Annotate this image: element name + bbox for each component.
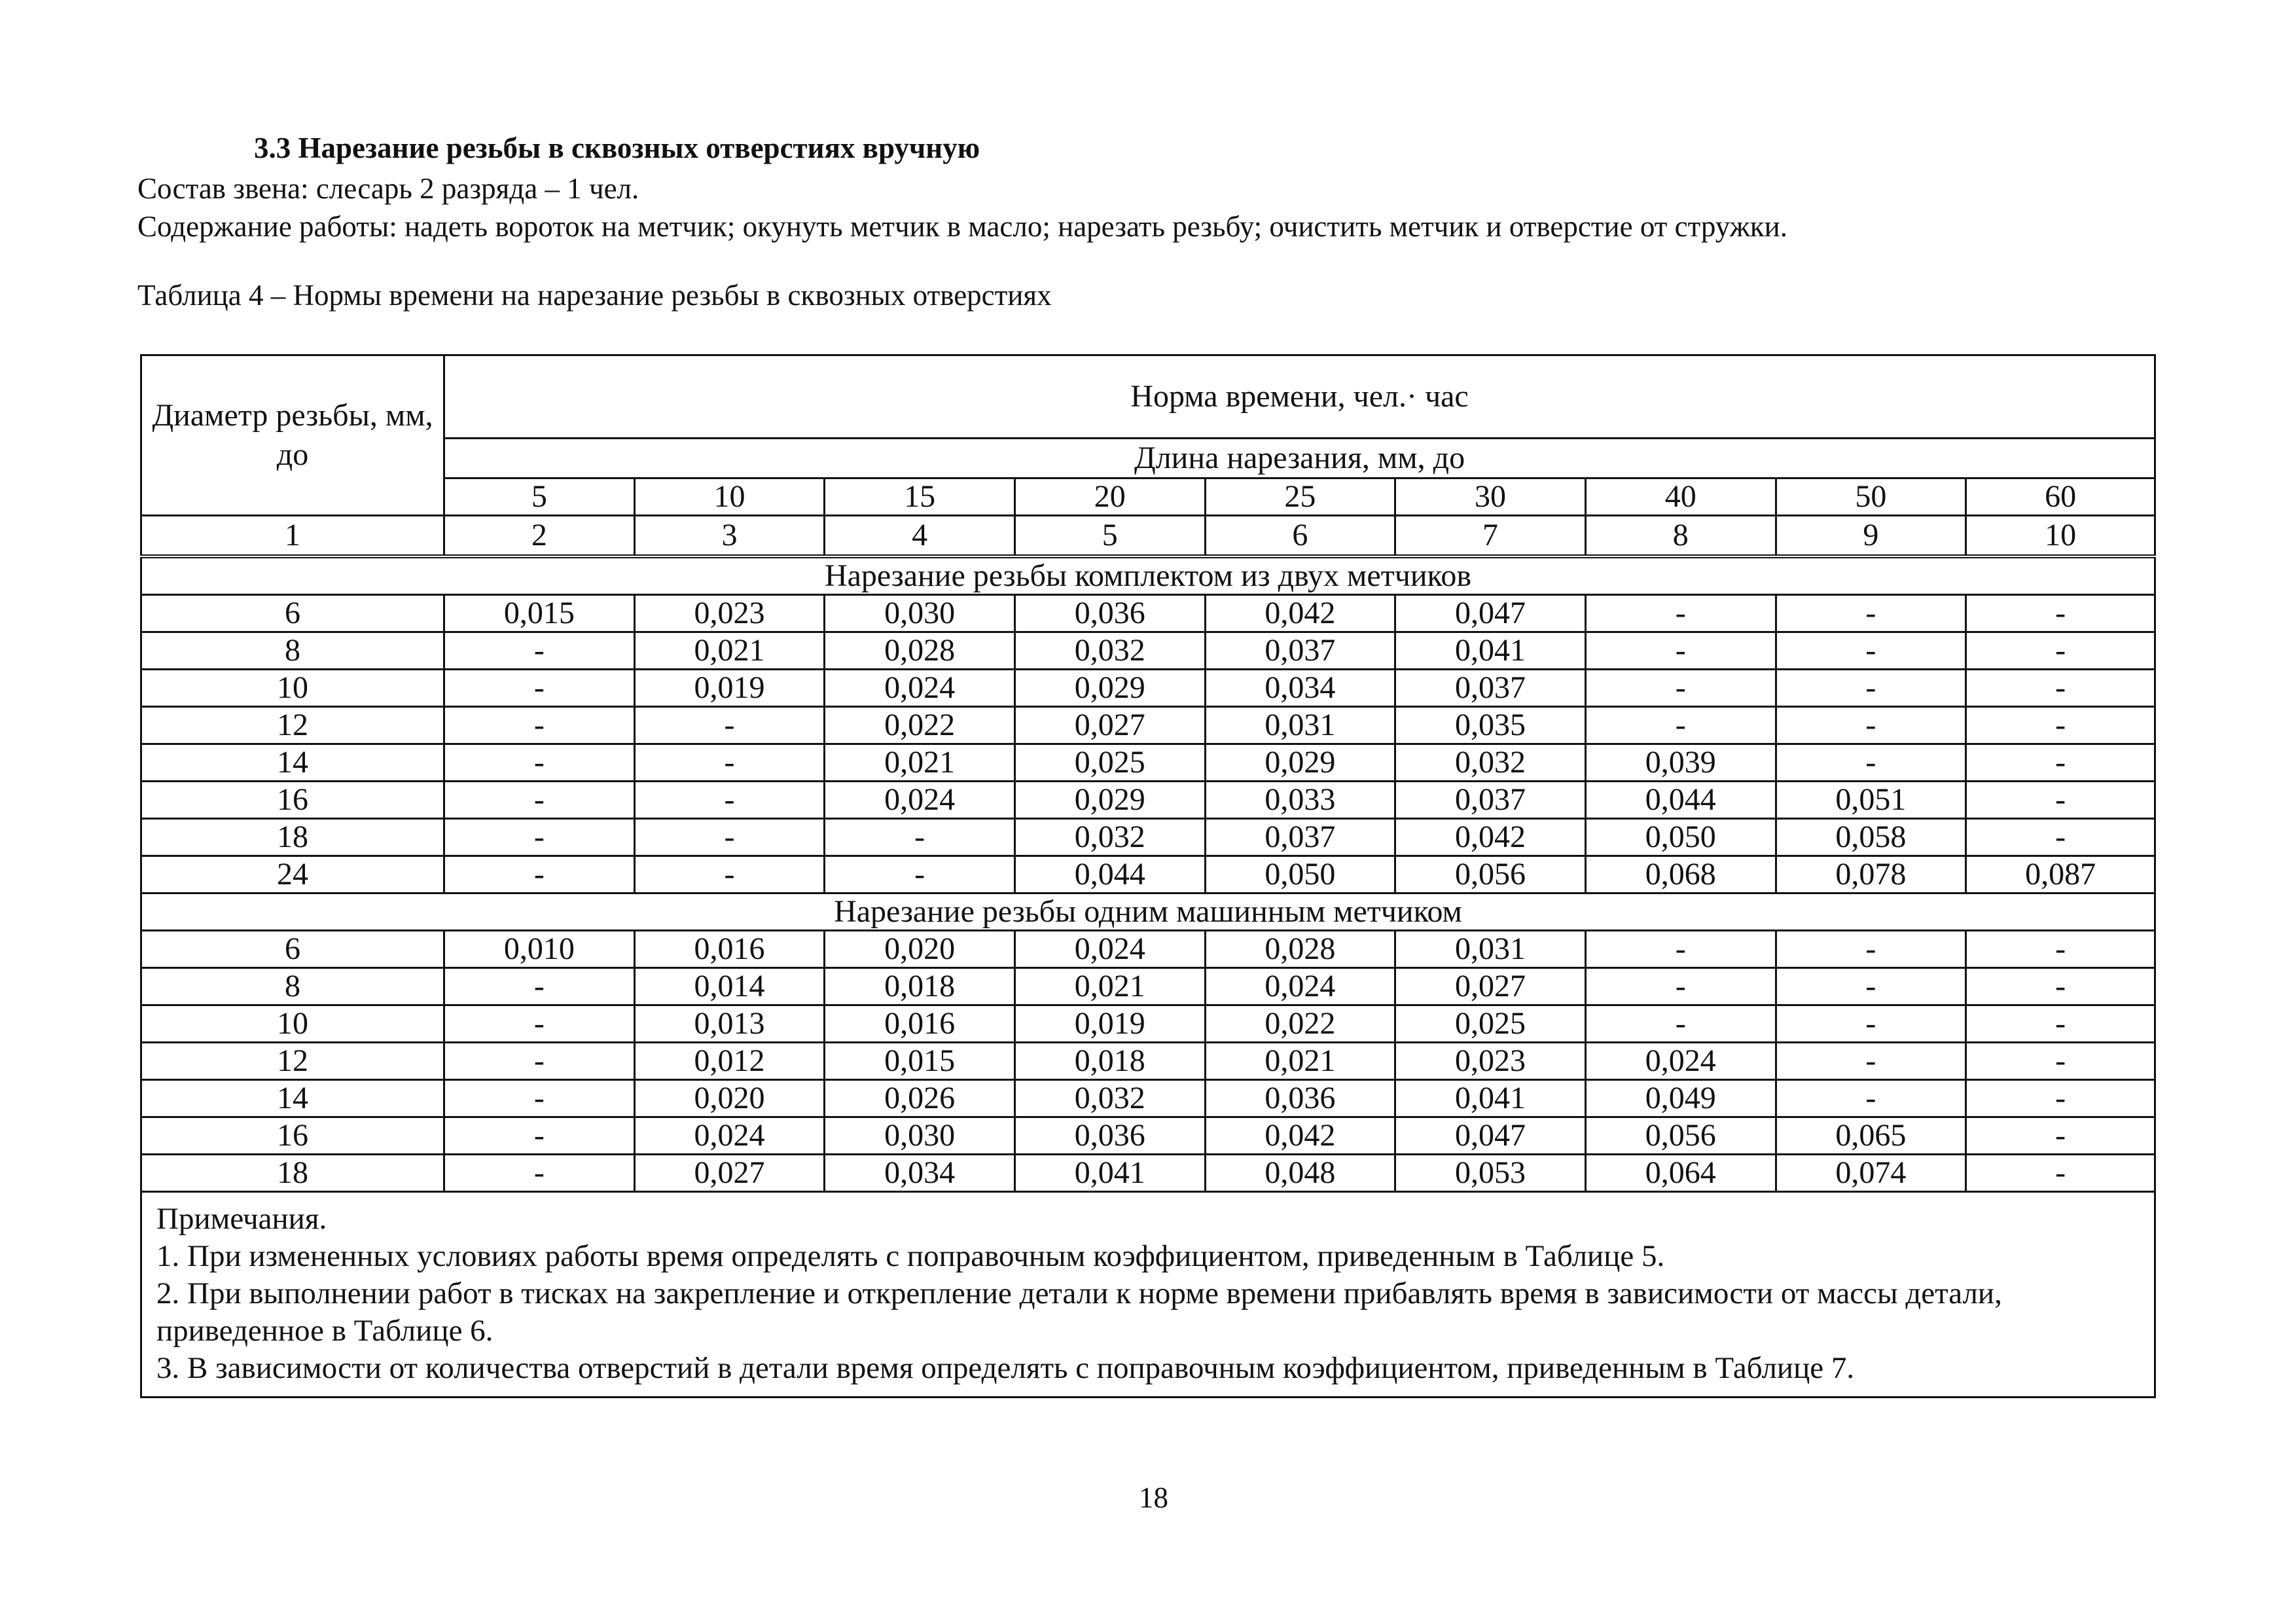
diameter-cell: 12 — [141, 707, 444, 744]
length-header-cell: 60 — [1966, 478, 2155, 516]
note-item: 2. При выполнении работ в тисках на закрепление и открепление детали к норме времени прибавлять время в зависимости от массы детали, приведенное в Таблице 6. — [156, 1276, 2002, 1348]
norm-value-cell: - — [1776, 670, 1966, 707]
norm-value-cell: 0,027 — [1395, 968, 1586, 1005]
norm-value-cell: 0,047 — [1395, 595, 1586, 632]
group-title: Нарезание резьбы комплектом из двух метчиков — [141, 556, 2155, 595]
norm-value-cell: 0,032 — [1014, 1080, 1205, 1117]
diameter-cell: 8 — [141, 632, 444, 670]
norm-value-cell: 0,024 — [825, 670, 1015, 707]
table-caption: Таблица 4 – Нормы времени на нарезание резьбы в сквозных отверстиях — [137, 279, 1052, 312]
diameter-cell: 18 — [141, 819, 444, 856]
norm-value-cell: 0,041 — [1014, 1155, 1205, 1192]
length-header-cell: 50 — [1776, 478, 1966, 516]
table-row — [141, 744, 2155, 782]
norm-value-cell: - — [1776, 707, 1966, 744]
norm-value-cell: 0,029 — [1205, 744, 1395, 782]
column-number-cell: 6 — [1205, 516, 1395, 557]
norm-value-cell: 0,013 — [634, 1005, 825, 1043]
norm-value-cell: 0,027 — [1014, 707, 1205, 744]
diameter-cell: 14 — [141, 744, 444, 782]
table-row — [141, 632, 2155, 670]
header-diameter: Диаметр резьбы, мм, до — [141, 355, 444, 516]
norm-value-cell: 0,028 — [825, 632, 1015, 670]
norm-value-cell: - — [634, 744, 825, 782]
norm-value-cell: - — [1966, 968, 2155, 1005]
diameter-cell: 16 — [141, 782, 444, 819]
norm-value-cell: 0,018 — [825, 968, 1015, 1005]
norm-value-cell: - — [634, 819, 825, 856]
norm-value-cell: - — [1966, 819, 2155, 856]
norm-value-cell: - — [1585, 595, 1776, 632]
diameter-cell: 14 — [141, 1080, 444, 1117]
norm-value-cell: - — [825, 856, 1015, 893]
norm-value-cell: 0,021 — [634, 632, 825, 670]
column-number-cell: 10 — [1966, 516, 2155, 557]
norm-value-cell: 0,036 — [1014, 1117, 1205, 1155]
norm-value-cell: 0,024 — [1014, 931, 1205, 968]
norm-value-cell: - — [1776, 595, 1966, 632]
norm-value-cell: - — [444, 744, 635, 782]
norm-value-cell: 0,028 — [1205, 931, 1395, 968]
norm-value-cell: - — [1966, 782, 2155, 819]
norm-value-cell: 0,032 — [1395, 744, 1586, 782]
column-number-cell: 4 — [825, 516, 1015, 557]
norm-value-cell: - — [1585, 632, 1776, 670]
table-row — [141, 1043, 2155, 1080]
notes-row — [141, 1192, 2155, 1398]
norm-value-cell: 0,024 — [634, 1117, 825, 1155]
norm-value-cell: 0,051 — [1776, 782, 1966, 819]
norm-value-cell: 0,037 — [1205, 632, 1395, 670]
norm-value-cell: 0,027 — [634, 1155, 825, 1192]
column-number-cell: 9 — [1776, 516, 1966, 557]
norm-value-cell: 0,065 — [1776, 1117, 1966, 1155]
norm-value-cell: - — [444, 856, 635, 893]
norm-value-cell: - — [444, 968, 635, 1005]
length-header-cell: 30 — [1395, 478, 1586, 516]
norm-value-cell: - — [825, 819, 1015, 856]
table-row — [141, 670, 2155, 707]
norm-value-cell: 0,026 — [825, 1080, 1015, 1117]
norm-value-cell: 0,025 — [1014, 744, 1205, 782]
diameter-cell: 16 — [141, 1117, 444, 1155]
norm-value-cell: 0,034 — [1205, 670, 1395, 707]
norm-value-cell: 0,034 — [825, 1155, 1015, 1192]
norm-value-cell: 0,037 — [1395, 782, 1586, 819]
norm-value-cell: 0,056 — [1395, 856, 1586, 893]
norm-value-cell: 0,023 — [634, 595, 825, 632]
norm-value-cell: - — [1966, 707, 2155, 744]
norm-value-cell: - — [1776, 1080, 1966, 1117]
table-row — [141, 707, 2155, 744]
table-row — [141, 819, 2155, 856]
table-row — [141, 595, 2155, 632]
norm-value-cell: - — [1966, 1005, 2155, 1043]
norm-value-cell: 0,036 — [1205, 1080, 1395, 1117]
diameter-cell: 24 — [141, 856, 444, 893]
norm-value-cell: 0,041 — [1395, 632, 1586, 670]
length-header-cell: 25 — [1205, 478, 1395, 516]
norm-value-cell: - — [1585, 968, 1776, 1005]
norm-value-cell: 0,015 — [444, 595, 635, 632]
norm-value-cell: - — [1966, 1043, 2155, 1080]
norm-value-cell: 0,012 — [634, 1043, 825, 1080]
diameter-cell: 12 — [141, 1043, 444, 1080]
table-row — [141, 931, 2155, 968]
section-heading: 3.3 Нарезание резьбы в сквозных отверстиях вручную — [254, 132, 980, 164]
length-header-cell: 20 — [1014, 478, 1205, 516]
group-title-row — [141, 893, 2155, 931]
norm-value-cell: 0,044 — [1585, 782, 1776, 819]
norm-value-cell: 0,019 — [634, 670, 825, 707]
norm-value-cell: 0,087 — [1966, 856, 2155, 893]
norm-value-cell: - — [1966, 744, 2155, 782]
norm-value-cell: - — [1776, 744, 1966, 782]
table-row — [141, 856, 2155, 893]
norm-value-cell: - — [634, 856, 825, 893]
table-row — [141, 1155, 2155, 1192]
norm-value-cell: 0,049 — [1585, 1080, 1776, 1117]
norm-value-cell: - — [1966, 1080, 2155, 1117]
norm-value-cell: - — [1585, 670, 1776, 707]
norm-value-cell: 0,025 — [1395, 1005, 1586, 1043]
group-title: Нарезание резьбы одним машинным метчиком — [141, 893, 2155, 931]
norm-value-cell: 0,019 — [1014, 1005, 1205, 1043]
norm-value-cell: 0,036 — [1014, 595, 1205, 632]
norm-value-cell: 0,020 — [634, 1080, 825, 1117]
norm-value-cell: 0,010 — [444, 931, 635, 968]
norm-value-cell: 0,029 — [1014, 670, 1205, 707]
norm-value-cell: - — [444, 670, 635, 707]
norm-value-cell: 0,039 — [1585, 744, 1776, 782]
norm-value-cell: 0,022 — [1205, 1005, 1395, 1043]
norm-value-cell: - — [1776, 1005, 1966, 1043]
group-title-row — [141, 556, 2155, 595]
norm-value-cell: 0,056 — [1585, 1117, 1776, 1155]
notes-cell — [141, 1192, 2155, 1398]
norm-value-cell: 0,037 — [1205, 819, 1395, 856]
work-content: Содержание работы: надеть вороток на метчик; окунуть метчик в масло; нарезать резьбу; очистить метчик и отверстие от стружки. — [137, 210, 1787, 243]
norm-value-cell: 0,016 — [634, 931, 825, 968]
norm-value-cell: - — [444, 707, 635, 744]
norm-value-cell: 0,021 — [825, 744, 1015, 782]
norm-value-cell: - — [444, 1080, 635, 1117]
norm-value-cell: - — [1966, 595, 2155, 632]
page-number: 18 — [1139, 1481, 1168, 1514]
norm-value-cell: - — [444, 632, 635, 670]
norm-value-cell: 0,050 — [1585, 819, 1776, 856]
norm-value-cell: 0,064 — [1585, 1155, 1776, 1192]
length-header-cell: 5 — [444, 478, 635, 516]
norm-value-cell: 0,024 — [825, 782, 1015, 819]
norm-value-cell: 0,024 — [1585, 1043, 1776, 1080]
column-number-cell: 8 — [1585, 516, 1776, 557]
norm-value-cell: 0,048 — [1205, 1155, 1395, 1192]
diameter-cell: 6 — [141, 931, 444, 968]
note-item: 1. При измененных условиях работы время определять с поправочным коэффициентом, приведенным в Таблице 5. — [156, 1239, 1665, 1273]
norm-value-cell: - — [444, 1155, 635, 1192]
table-row — [141, 1005, 2155, 1043]
norm-value-cell: - — [1966, 1155, 2155, 1192]
diameter-cell: 8 — [141, 968, 444, 1005]
norm-value-cell: 0,032 — [1014, 632, 1205, 670]
norm-value-cell: 0,053 — [1395, 1155, 1586, 1192]
norm-value-cell: 0,058 — [1776, 819, 1966, 856]
length-header-cell: 10 — [634, 478, 825, 516]
norm-value-cell: - — [1585, 931, 1776, 968]
diameter-cell: 18 — [141, 1155, 444, 1192]
norm-value-cell: - — [444, 1005, 635, 1043]
norm-value-cell: - — [1776, 931, 1966, 968]
norm-value-cell: 0,044 — [1014, 856, 1205, 893]
norm-value-cell: 0,042 — [1205, 595, 1395, 632]
norm-value-cell: 0,078 — [1776, 856, 1966, 893]
table-row — [141, 782, 2155, 819]
length-header-cell: 15 — [825, 478, 1015, 516]
table-row — [141, 968, 2155, 1005]
norm-value-cell: 0,042 — [1205, 1117, 1395, 1155]
norm-value-cell: 0,030 — [825, 1117, 1015, 1155]
column-number-cell: 7 — [1395, 516, 1586, 557]
norm-value-cell: 0,020 — [825, 931, 1015, 968]
diameter-cell: 10 — [141, 1005, 444, 1043]
norm-value-cell: 0,022 — [825, 707, 1015, 744]
norm-value-cell: 0,041 — [1395, 1080, 1586, 1117]
norm-value-cell: 0,037 — [1395, 670, 1586, 707]
norm-value-cell: - — [1776, 1043, 1966, 1080]
norm-value-cell: - — [444, 1117, 635, 1155]
norm-value-cell: 0,021 — [1014, 968, 1205, 1005]
crew-composition: Состав звена: слесарь 2 разряда – 1 чел. — [137, 172, 639, 205]
norm-value-cell: 0,023 — [1395, 1043, 1586, 1080]
norm-value-cell: 0,068 — [1585, 856, 1776, 893]
norm-value-cell: 0,024 — [1205, 968, 1395, 1005]
norm-value-cell: 0,014 — [634, 968, 825, 1005]
norm-value-cell: 0,032 — [1014, 819, 1205, 856]
diameter-cell: 10 — [141, 670, 444, 707]
norm-value-cell: 0,030 — [825, 595, 1015, 632]
norm-value-cell: - — [444, 819, 635, 856]
norm-value-cell: - — [1966, 931, 2155, 968]
column-numbers-row — [141, 516, 2155, 557]
norm-value-cell: - — [444, 782, 635, 819]
norm-value-cell: - — [1585, 707, 1776, 744]
norm-value-cell: - — [444, 1043, 635, 1080]
norm-value-cell: - — [1585, 1005, 1776, 1043]
norm-value-cell: 0,047 — [1395, 1117, 1586, 1155]
norm-value-cell: 0,074 — [1776, 1155, 1966, 1192]
norm-value-cell: - — [1966, 1117, 2155, 1155]
norm-value-cell: 0,031 — [1205, 707, 1395, 744]
norm-value-cell: - — [634, 707, 825, 744]
norm-value-cell: 0,015 — [825, 1043, 1015, 1080]
column-number-cell: 5 — [1014, 516, 1205, 557]
column-number-cell: 3 — [634, 516, 825, 557]
norm-value-cell: - — [634, 782, 825, 819]
length-header-cell: 40 — [1585, 478, 1776, 516]
diameter-cell: 6 — [141, 595, 444, 632]
note-item: 3. В зависимости от количества отверстий в детали время определять с поправочным коэффициентом, приведенным в Таблице 7. — [156, 1351, 1855, 1385]
norm-value-cell: 0,050 — [1205, 856, 1395, 893]
column-number-cell: 1 — [141, 516, 444, 557]
table-row — [141, 1080, 2155, 1117]
norm-value-cell: - — [1966, 632, 2155, 670]
header-norm: Норма времени, чел.· час — [444, 355, 2155, 439]
norm-value-cell: 0,033 — [1205, 782, 1395, 819]
norm-value-cell: 0,021 — [1205, 1043, 1395, 1080]
norm-value-cell: - — [1776, 632, 1966, 670]
norm-value-cell: 0,042 — [1395, 819, 1586, 856]
norm-value-cell: 0,029 — [1014, 782, 1205, 819]
norm-value-cell: 0,035 — [1395, 707, 1586, 744]
time-norms-table — [140, 354, 2156, 1398]
column-number-cell: 2 — [444, 516, 635, 557]
table-row — [141, 1117, 2155, 1155]
norm-value-cell: 0,031 — [1395, 931, 1586, 968]
notes-title: Примечания. — [156, 1202, 327, 1236]
norm-value-cell: - — [1966, 670, 2155, 707]
norm-value-cell: 0,016 — [825, 1005, 1015, 1043]
norm-value-cell: 0,018 — [1014, 1043, 1205, 1080]
norm-value-cell: - — [1776, 968, 1966, 1005]
header-length: Длина нарезания, мм, до — [444, 439, 2155, 478]
